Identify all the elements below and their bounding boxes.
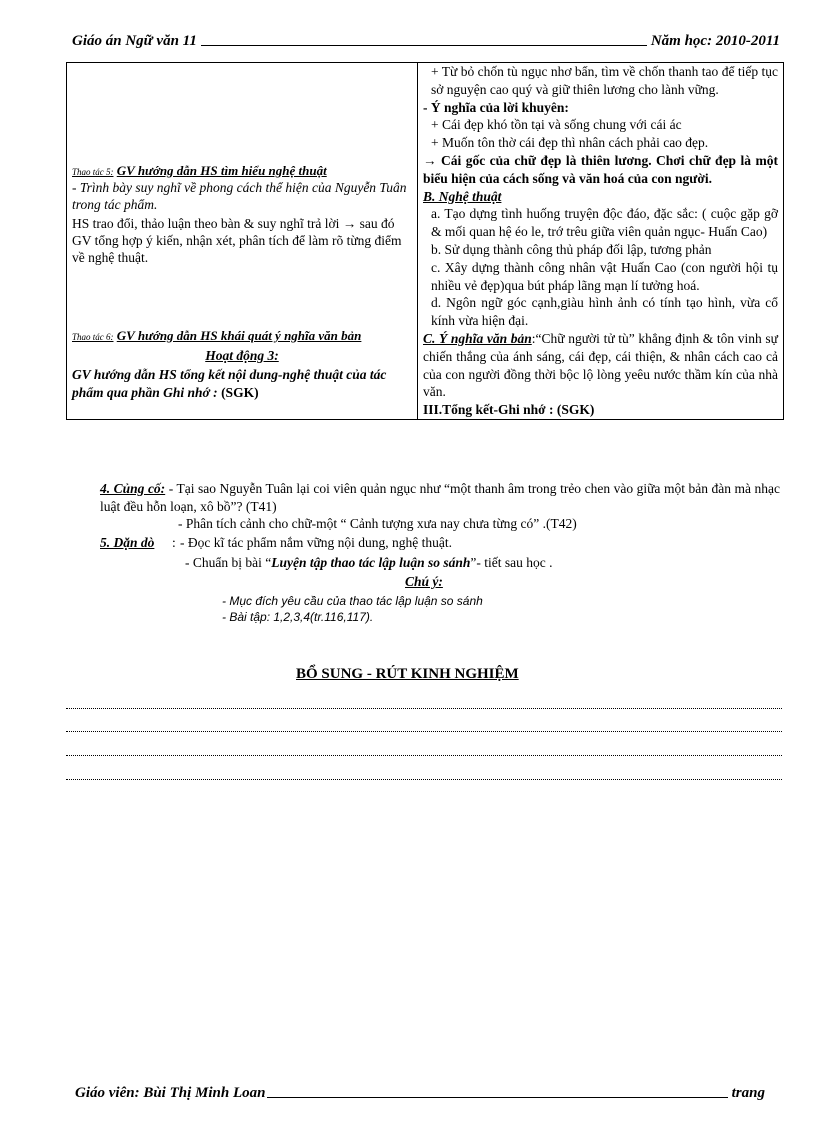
meaning-item-2: + Muốn tôn thờ cái đẹp thì nhân cách phải cao đẹp. — [431, 135, 709, 151]
homework-item-2-post: ”- tiết sau học . — [470, 555, 553, 570]
consolidation-block — [100, 480, 780, 516]
conclusion-text: Cái gốc của chữ đẹp là thiên lương. Chơi chữ đẹp là một biểu hiện của cách sống và văn hoá của con người. — [423, 152, 778, 186]
notes-line-3[interactable] — [66, 755, 782, 756]
conclusion — [423, 152, 778, 188]
art-item-b: b. Sử dụng thành công thủ pháp đối lập, tương phản — [431, 241, 712, 257]
header-right: Năm học: 2010-2011 — [650, 33, 780, 49]
header-left: Giáo án Ngữ văn 11 — [72, 33, 197, 49]
step5-heading — [72, 163, 412, 179]
homework-colon: : — [172, 535, 176, 550]
meaning-c-text: :“Chữ người tử tù” khẳng định & tôn vinh sự chiến thắng của ánh sáng, cái đẹp, cái thiện, & nhân cách cao cả của con người đồng thời bộc lộ lòng yeêu nước thầm kín của nhà văn. — [423, 330, 778, 400]
homework-item-1: - Đọc kĩ tác phẩm nắm vững nội dung, nghệ thuật. — [180, 535, 453, 550]
footer-rule — [267, 1097, 727, 1098]
activity3-heading: Hoạt động 3: — [205, 348, 279, 363]
step6-heading — [72, 328, 412, 344]
meaning-c — [423, 330, 778, 401]
art-item-a: a. Tạo dựng tình huống truyện độc đáo, đặc sắc: ( cuộc gặp gỡ & mối quan hệ éo le, trớ trêu giữa viên quản ngục- Huấn Cao) — [431, 206, 778, 240]
note-title: Chú ý: — [405, 574, 443, 589]
step5-label: Thao tác 5: — [72, 167, 114, 177]
teacher-activity-cell — [67, 63, 418, 420]
table-row — [67, 63, 784, 420]
consolidation-label: 4. Củng cố: — [100, 481, 166, 496]
homework-label: 5. Dặn dò — [100, 535, 155, 550]
step6-title: GV hướng dẫn HS khái quát ý nghĩa văn bản — [116, 328, 362, 343]
step5-desc — [72, 215, 412, 266]
consolidation-q2: - Phân tích cảnh cho chữ-một “ Cảnh tượng xưa nay chưa từng có” .(T42) — [178, 516, 577, 531]
note-item-2: - Bài tập: 1,2,3,4(tr.116,117). — [222, 610, 374, 624]
arrow-right-icon: → — [423, 152, 437, 168]
meaning-title: - Ý nghĩa của lời khuyên: — [423, 99, 569, 115]
notes-line-2[interactable] — [66, 731, 782, 732]
content-line1: + Từ bỏ chốn tù ngục nhơ bẩn, tìm về chốn thanh tao để tiếp tục sở nguyện cao quý và giữ thiên lương cho lành vững. — [431, 64, 778, 97]
meaning-item-1: + Cái đẹp khó tồn tại và sống chung với cái ác — [431, 117, 682, 133]
header-rule — [201, 45, 647, 46]
page-header — [72, 28, 780, 50]
arrow-right-icon: → — [342, 216, 357, 231]
meaning-c-title: C. Ý nghĩa văn bản — [423, 330, 532, 346]
supplement-title: BỔ SUNG - RÚT KINH NGHIỆM — [296, 666, 519, 682]
notes-line-4[interactable] — [66, 779, 782, 780]
activity3-desc — [72, 366, 412, 402]
note-item-1: - Mục đích yêu cầu của thao tác lập luận so sánh — [222, 594, 483, 608]
art-item-d: d. Ngôn ngữ góc cạnh,giàu hình ảnh có tính tạo hình, vừa cổ kính vừa hiện đại. — [431, 295, 778, 329]
lesson-table — [66, 62, 784, 420]
page-footer — [75, 1080, 765, 1102]
step5-desc-a: HS trao đổi, thảo luận theo bàn & suy nghĩ trả lời — [72, 216, 340, 231]
step5-task: - Trình bày suy nghĩ về phong cách thể hiện của Nguyễn Tuân trong tác phẩm. — [72, 180, 407, 212]
art-title: B. Nghệ thuật — [423, 188, 502, 204]
homework-item-2-title: Luyện tập thao tác lập luận so sánh — [271, 555, 471, 570]
art-item-c: c. Xây dựng thành công nhân vật Huấn Cao (con người hội tụ nhiều vẻ đẹp)qua bút pháp lãng mạn lí tưởng hoá. — [431, 259, 778, 293]
step5-title: GV hướng dẫn HS tìm hiểu nghệ thuật — [116, 163, 327, 178]
homework-item-2-pre: - Chuẩn bị bài “ — [185, 555, 272, 570]
activity3-text: GV hướng dẫn HS tổng kết nội dung-nghệ thuật của tác phẩm qua phần Ghi nhớ : — [72, 367, 387, 400]
footer-left: Giáo viên: Bùi Thị Minh Loan — [75, 1085, 266, 1101]
consolidation-q1: - Tại sao Nguyễn Tuân lại coi viên quản ngục như “một thanh âm trong trẻo chen vào giữa một bản đàn mà nhạc luật đều hỗn loạn, xô bồ”? (T41) — [100, 481, 780, 514]
homework-item-2 — [185, 555, 553, 571]
notes-line-1[interactable] — [66, 708, 782, 709]
footer-right: trang — [731, 1085, 765, 1101]
activity3-sgk: (SGK) — [221, 385, 259, 400]
content-cell — [418, 63, 784, 420]
summary: III.Tổng kết-Ghi nhớ : (SGK) — [423, 402, 595, 418]
step6-label: Thao tác 6: — [72, 332, 114, 342]
step5-desc-b: sau đó GV tổng hợp ý kiến, nhận xét, phân tích để làm rõ từng điểm về nghệ thuật. — [72, 216, 402, 265]
